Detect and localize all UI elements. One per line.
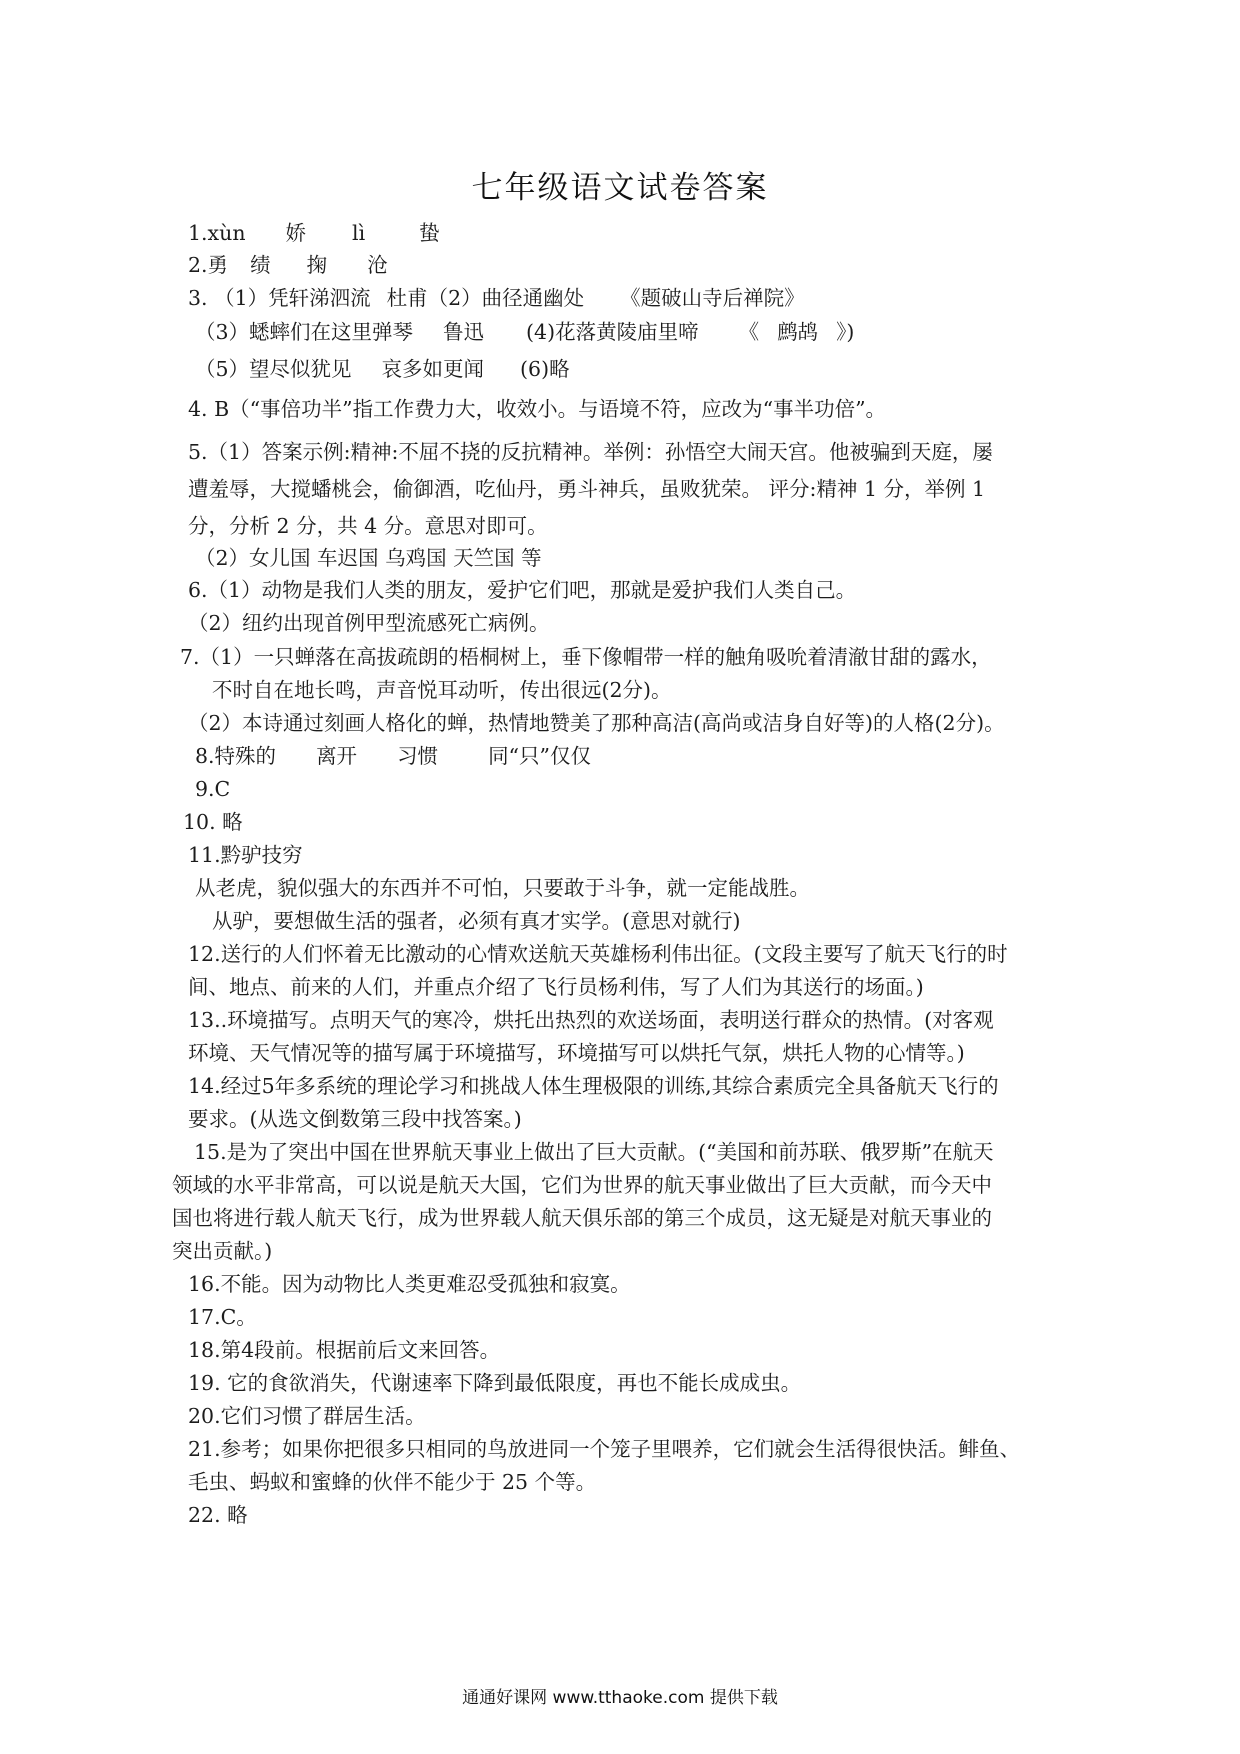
answer-4: 4. B（“事倍功半”指工作费力大，收效小。与语境不符，应改为“事半功倍”。 bbox=[188, 397, 887, 421]
answer-21-line-2: 毛虫、蚂蚁和蜜蜂的伙伴不能少于 25 个等。 bbox=[188, 1470, 597, 1494]
answer-3-item: （3）蟋蟀们在这里弹琴 bbox=[195, 320, 414, 344]
answer-3-item: 鲁迅 bbox=[443, 320, 485, 344]
answer-2 bbox=[188, 250, 388, 280]
answer-12-line-1: 12.送行的人们怀着无比激动的心情欢送航天英雄杨利伟出征。(文段主要写了航天飞行的时 bbox=[188, 942, 1008, 966]
answer-3-item: 》) bbox=[836, 320, 855, 344]
answer-11-line-3: 从驴，要想做生活的强者，必须有真才实学。(意思对就行) bbox=[212, 909, 741, 933]
answer-22: 22. 略 bbox=[188, 1503, 248, 1527]
answer-5-line-2: 遭羞辱，大搅蟠桃会，偷御酒，吃仙丹，勇斗神兵，虽败犹荣。 评分:精神 1 分，举例 1 bbox=[188, 477, 986, 501]
answer-3-item: (4)花落黄陵庙里啼 bbox=[526, 320, 699, 344]
answer-3-item: 鹧鸪 bbox=[777, 320, 819, 344]
answer-3-line-2 bbox=[195, 317, 854, 347]
answer-2-item: 沧 bbox=[367, 253, 388, 277]
answer-1-item: 娇 bbox=[285, 221, 307, 245]
answer-7-line-3: （2）本诗通过刻画人格化的蝉，热情地赞美了那种高洁(高尚或洁身自好等)的人格(2分)。 bbox=[188, 711, 1005, 735]
answer-3-line-3 bbox=[195, 354, 570, 384]
answer-2-item: 2.勇 bbox=[188, 253, 229, 277]
answer-5-line-1: 5.（1）答案示例:精神:不屈不挠的反抗精神。举例：孙悟空大闹天宫。他被骗到天庭，屡 bbox=[188, 440, 993, 464]
answer-15-line-1: 15.是为了突出中国在世界航天事业上做出了巨大贡献。(“美国和前苏联、俄罗斯”在航天 bbox=[194, 1140, 994, 1164]
answer-3-item: (6)略 bbox=[520, 357, 570, 381]
footer-download-note: 通通好课网 www.tthaoke.com 提供下载 bbox=[462, 1688, 778, 1708]
answer-8-item: 8.特殊的 bbox=[195, 744, 277, 768]
answer-13-line-2: 环境、天气情况等的描写属于环境描写，环境描写可以烘托气氛，烘托人物的心情等。) bbox=[188, 1041, 965, 1065]
answer-6-line-1: 6.（1）动物是我们人类的朋友，爱护它们吧，那就是爱护我们人类自己。 bbox=[188, 578, 857, 602]
answer-12-line-2: 间、地点、前来的人们，并重点介绍了飞行员杨利伟，写了人们为其送行的场面。) bbox=[188, 975, 924, 999]
answer-3-line-1 bbox=[188, 283, 805, 313]
answer-1-item: 1.xùn bbox=[188, 221, 246, 245]
answer-16: 16.不能。因为动物比人类更难忍受孤独和寂寞。 bbox=[188, 1272, 631, 1296]
answer-1 bbox=[188, 218, 440, 248]
answer-10: 10. 略 bbox=[183, 810, 243, 834]
answer-8-item: 习惯 bbox=[397, 744, 439, 768]
answer-19: 19. 它的食欲消失，代谢速率下降到最低限度，再也不能长成成虫。 bbox=[188, 1371, 802, 1395]
answer-6-line-2: （2）纽约出现首例甲型流感死亡病例。 bbox=[188, 611, 550, 635]
answer-13-line-1: 13..环境描写。点明天气的寒冷，烘托出热烈的欢送场面，表明送行群众的热情。(对客观 bbox=[188, 1008, 994, 1032]
answer-9: 9.C bbox=[195, 777, 231, 801]
answer-18: 18.第4段前。根据前后文来回答。 bbox=[188, 1338, 501, 1362]
answer-20: 20.它们习惯了群居生活。 bbox=[188, 1404, 426, 1428]
answer-3-item: 《题破山寺后禅院》 bbox=[620, 286, 805, 310]
answer-3-item: 哀多如更闻 bbox=[381, 357, 485, 381]
answer-3-item: 3. （1）凭轩涕泗流 bbox=[188, 286, 371, 310]
answer-2-item: 绩 bbox=[250, 253, 271, 277]
answer-5-line-3: 分，分析 2 分，共 4 分。意思对即可。 bbox=[188, 514, 548, 538]
answer-15-line-4: 突出贡献。) bbox=[172, 1239, 273, 1263]
answer-3-item: 杜甫（2）曲径通幽处 bbox=[386, 286, 585, 310]
answer-14-line-1: 14.经过5年多系统的理论学习和挑战人体生理极限的训练,其综合素质完全具备航天飞行的 bbox=[188, 1074, 999, 1098]
answer-15-line-3: 国也将进行载人航天飞行，成为世界载人航天俱乐部的第三个成员，这无疑是对航天事业的 bbox=[172, 1206, 992, 1230]
answer-14-line-2: 要求。(从选文倒数第三段中找答案。) bbox=[188, 1107, 522, 1131]
answer-2-item: 掬 bbox=[306, 253, 328, 277]
answer-5-line-4: （2）女儿国 车迟国 乌鸡国 天竺国 等 bbox=[195, 546, 542, 570]
answer-1-item: lì bbox=[352, 221, 366, 245]
answer-3-item: （5）望尽似犹见 bbox=[195, 357, 352, 381]
answer-11-line-1: 11.黔驴技穷 bbox=[188, 843, 303, 867]
page-title: 七年级语文试卷答案 bbox=[471, 170, 769, 206]
answer-1-item: 蛰 bbox=[419, 221, 440, 245]
answer-7-line-2: 不时自在地长鸣，声音悦耳动听，传出很远(2分)。 bbox=[212, 678, 672, 702]
answer-3-item: 《 bbox=[738, 320, 760, 344]
answer-8-item: 离开 bbox=[316, 744, 358, 768]
answer-11-line-2: 从老虎，貌似强大的东西并不可怕，只要敢于斗争，就一定能战胜。 bbox=[195, 876, 810, 900]
answer-8-item: 同“只”仅仅 bbox=[488, 744, 592, 768]
answer-15-line-2: 领域的水平非常高，可以说是航天大国，它们为世界的航天事业做出了巨大贡献，而今天中 bbox=[172, 1173, 992, 1197]
answer-17: 17.C。 bbox=[188, 1305, 257, 1329]
answer-8 bbox=[195, 741, 591, 771]
answer-21-line-1: 21.参考；如果你把很多只相同的鸟放进同一个笼子里喂养，它们就会生活得很快活。鲱鱼、 bbox=[188, 1437, 1021, 1461]
answer-7-line-1: 7.（1）一只蝉落在高拔疏朗的梧桐树上，垂下像帽带一样的触角吸吮着清澈甘甜的露水， bbox=[180, 645, 992, 669]
